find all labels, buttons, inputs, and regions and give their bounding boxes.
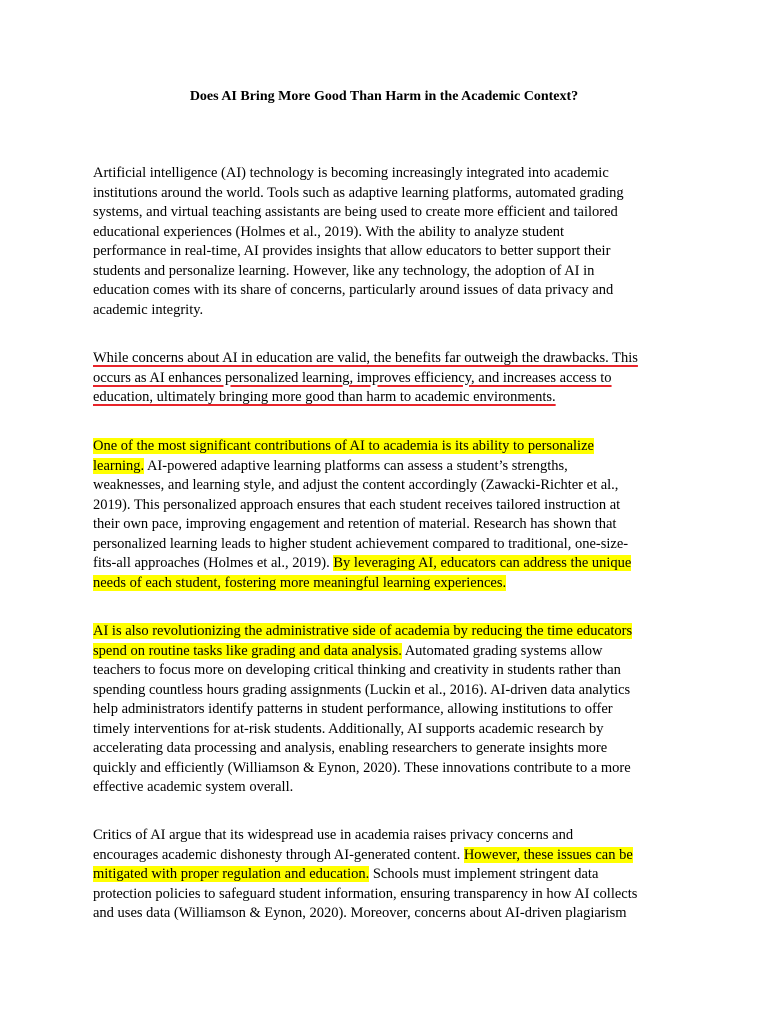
text-line — [93, 203, 683, 223]
body-text: Artificial intelligence (AI) technology is becoming increasingly integrated into academic — [93, 165, 609, 181]
body-text: weaknesses, and learning style, and adjust the content accordingly (Zawacki-Richter et al., — [93, 477, 619, 493]
text-line — [93, 720, 683, 740]
body-text: Schools must implement stringent data — [369, 866, 599, 882]
body-text: performance in real-time, AI provides insights that allow educators to better support their — [93, 243, 611, 259]
body-text: help administrators identify patterns in student performance, allowing institutions to offer — [93, 701, 613, 717]
highlighted-text: One of the most significant contributions of AI to academia is its ability to personalize — [93, 438, 594, 454]
text-line — [93, 700, 683, 720]
text-line — [93, 476, 683, 496]
underlined-thesis-text: occurs as AI enhances personalized learning, improves efficiency, and increases access to — [93, 369, 612, 386]
text-line — [93, 223, 683, 243]
text-line — [93, 535, 683, 555]
text-line — [93, 904, 683, 924]
text-line — [93, 826, 683, 846]
body-text: education comes with its share of concerns, particularly around issues of data privacy and — [93, 282, 614, 298]
highlighted-text: However, these issues can be — [463, 846, 633, 863]
body-text: quickly and efficiently (Williamson & Eynon, 2020). These innovations contribute to a more — [93, 759, 631, 776]
body-text: and uses data (Williamson & Eynon, 2020). Moreover, concerns about AI-driven plagiarism — [93, 905, 627, 921]
body-text: timely interventions for at-risk students. Additionally, AI supports academic research by — [93, 720, 604, 737]
text-line — [93, 778, 683, 798]
body-text: students and personalize learning. However, like any technology, the adoption of AI in — [93, 262, 595, 279]
body-text: protection policies to safeguard student information, ensuring transparency in how AI collects — [93, 885, 638, 902]
paragraph-counterargument — [93, 826, 683, 924]
body-text: spending countless hours grading assignments (Luckin et al., 2016). AI-driven data analytics — [93, 681, 631, 698]
text-line — [93, 554, 683, 574]
text-line — [93, 885, 683, 905]
highlighted-text: By leveraging AI, educators can address the unique — [333, 555, 632, 571]
body-text: systems, and virtual teaching assistants are being used to create more efficient and tailored — [93, 204, 618, 220]
body-text: encourages academic dishonesty through AI-generated content. — [93, 846, 464, 863]
text-line — [93, 681, 683, 701]
body-text: 2019). This personalized approach ensures that each student receives tailored instruction at — [93, 496, 621, 513]
text-line — [93, 846, 683, 866]
body-text: educational experiences (Holmes et al., 2019). With the ability to analyze student — [93, 223, 565, 240]
body-text: accelerating data processing and analysis, enabling researchers to generate insights more — [93, 740, 608, 756]
underlined-thesis-text: While concerns about AI in education are valid, the benefits far outweigh the drawbacks. This — [93, 350, 638, 366]
text-line — [93, 242, 683, 262]
text-line — [93, 301, 683, 321]
text-line — [93, 437, 683, 457]
body-text: effective academic system overall. — [93, 779, 294, 795]
body-text: personalized learning leads to higher student achievement compared to traditional, one-size- — [93, 535, 629, 552]
body-text: teachers to focus more on developing critical thinking and creativity in students rather than — [93, 662, 621, 678]
text-line — [93, 759, 683, 779]
text-line — [93, 661, 683, 681]
text-line — [93, 457, 683, 477]
paragraph-administrative-efficiency — [93, 622, 683, 798]
text-line — [93, 739, 683, 759]
text-line — [93, 865, 683, 885]
body-text: Critics of AI argue that its widespread use in academia raises privacy concerns and — [93, 827, 574, 843]
highlighted-text: AI is also revolutionizing the administrative side of academia by reducing the time educators — [93, 623, 633, 639]
text-line — [93, 281, 683, 301]
body-text: fits-all approaches (Holmes et al., 2019). — [93, 555, 334, 571]
body-text: academic integrity. — [93, 301, 204, 318]
body-text: their own pace, improving engagement and retention of material. Research has shown that — [93, 516, 617, 532]
underlined-thesis-text: education, ultimately bringing more good than harm to academic environments. — [93, 389, 556, 405]
body-text: Automated grading systems allow — [401, 642, 603, 659]
body-text: institutions around the world. Tools such as adaptive learning platforms, automated grading — [93, 184, 624, 201]
text-line — [93, 184, 683, 204]
text-line — [93, 369, 683, 389]
text-line — [93, 496, 683, 516]
text-line — [93, 164, 683, 184]
paragraph-introduction — [93, 164, 683, 320]
highlighted-text: learning. — [93, 457, 145, 474]
paragraph-personalized-learning — [93, 437, 683, 593]
highlighted-text: needs of each student, fostering more meaningful learning experiences. — [93, 574, 507, 591]
text-line — [93, 388, 683, 408]
text-line — [93, 349, 683, 369]
text-line — [93, 642, 683, 662]
document-title: Does AI Bring More Good Than Harm in the Academic Context? — [189, 89, 579, 104]
text-line — [93, 262, 683, 282]
highlighted-text: mitigated with proper regulation and education. — [93, 866, 370, 882]
body-text: AI-powered adaptive learning platforms can assess a student’s strengths, — [144, 457, 568, 474]
text-line — [93, 622, 683, 642]
text-line — [93, 515, 683, 535]
highlighted-text: spend on routine tasks like grading and data analysis. — [93, 642, 402, 659]
text-line — [93, 574, 683, 594]
paragraph-thesis — [93, 349, 683, 408]
